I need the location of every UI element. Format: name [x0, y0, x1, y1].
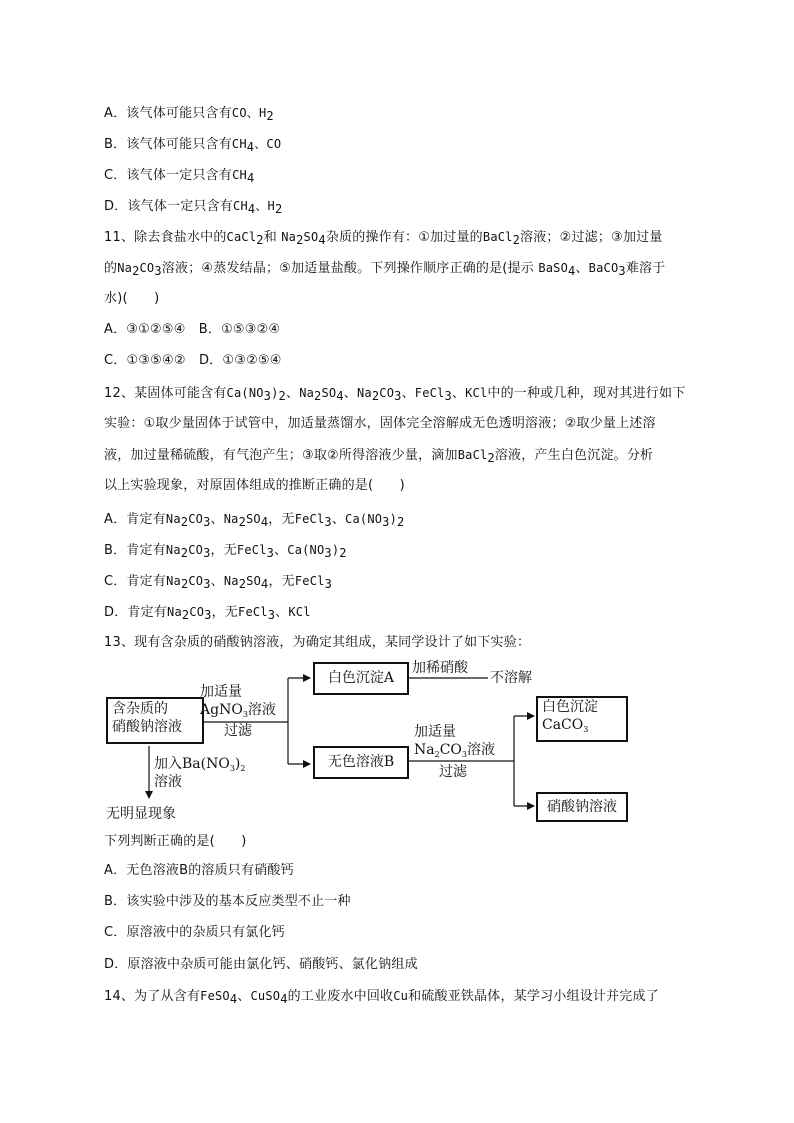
q13-question: 下列判断正确的是( ) — [104, 834, 247, 849]
label-step1-agno3: AgNO$_3$溶液 — [200, 702, 276, 719]
q10-option-a: A．该气体可能只含有CO、$H_2$ — [104, 106, 274, 123]
q12-option-b: B．肯定有$Na_2CO_3$，无FeCl$_3$、$Ca(NO_3)_2$ — [104, 543, 347, 560]
q12-option-c: C．肯定有$Na_2CO_3$、$Na_2SO_4$，无FeCl$_3$ — [104, 574, 333, 591]
label-step1-filter: 过滤 — [224, 723, 252, 739]
label-insoluble: 不溶解 — [490, 670, 532, 686]
q13-option-d: D．原溶液中杂质可能由氯化钙、硝酸钙、氯化钠组成 — [104, 957, 418, 972]
q12-line-2: 实验：①取少量固体于试管中，加适量蒸馏水，固体完全溶解成无色透明溶液；②取少量上述溶 — [104, 416, 656, 431]
q11-options-ab: A．③①②⑤④ B．①⑤③②④ — [104, 322, 281, 337]
box-sodium-nitrate-solution: 硝酸钠溶液 — [536, 792, 628, 822]
q11-line-2: 的$Na_2CO_3$溶液；④蒸发结晶；⑤加适量盐酸。下列操作顺序正确的是(提示 BaSO$_4$、BaCO$_3$难溶于 — [104, 261, 666, 278]
q12-line-3: 液，加过量稀硫酸，有气泡产生；③取②所得溶液少量，滴加BaCl$_2$溶液，产生白色沉淀。分析 — [104, 448, 654, 465]
q10-option-b: B．该气体可能只含有$CH_4$、CO — [104, 137, 282, 154]
box-white-precipitate-caco3: 白色沉淀 CaCO$_3$ — [536, 696, 628, 742]
q14-line-1: 14、为了从含有FeSO$_4$、CuSO$_4$的工业废水中回收Cu和硫酸亚铁晶体，某学习小组设计并完成了 — [104, 989, 659, 1006]
q12-option-d: D．肯定有$Na_2CO_3$，无FeCl$_3$、KCl — [104, 605, 311, 622]
box-impure-sodium-nitrate: 含杂质的 硝酸钠溶液 — [106, 697, 204, 744]
q12-line-4: 以上实验现象，对原固体组成的推断正确的是( ) — [104, 478, 405, 493]
label-barium-solution: 溶液 — [154, 774, 182, 790]
q13-option-c: C．原溶液中的杂质只有氯化钙 — [104, 925, 285, 940]
label-step2-reagent: 加适量 — [414, 724, 456, 740]
q11-line-3: 水)( ) — [104, 291, 160, 306]
q13-flow-diagram — [100, 660, 640, 830]
q12-line-1: 12、某固体可能含有$Ca(NO_3)_2$、$Na_2SO_4$、$Na_2CO_3$、FeCl$_3$、KCl中的一种或几种，现对其进行如下 — [104, 386, 686, 403]
q13-option-a: A．无色溶液B的溶质只有硝酸钙 — [104, 863, 294, 878]
q13-option-b: B．该实验中涉及的基本反应类型不止一种 — [104, 894, 351, 909]
q13-intro: 13、现有含杂质的硝酸钠溶液，为确定其组成，某同学设计了如下实验： — [104, 635, 531, 650]
box-white-precipitate-a: 白色沉淀A — [313, 662, 409, 695]
q11-line-1: 11、除去食盐水中的CaCl$_2$和 $Na_2SO_4$杂质的操作有：①加过量的BaCl$_2$溶液；②过滤；③加过量 — [104, 230, 663, 247]
label-add-barium-nitrate: 加入$Ba(NO_3)_2$ — [154, 756, 246, 773]
q10-option-c: C．该气体一定只含有$CH_4$ — [104, 168, 255, 185]
label-step2-filter: 过滤 — [439, 764, 467, 780]
box-colorless-solution-b: 无色溶液B — [313, 746, 409, 779]
q11-options-cd: C．①③⑤④② D．①③②⑤④ — [104, 353, 282, 368]
q12-option-a: A．肯定有$Na_2CO_3$、$Na_2SO_4$，无FeCl$_3$、$Ca(NO_3)_2$ — [104, 512, 405, 529]
label-no-obvious-change: 无明显现象 — [106, 806, 176, 822]
label-step1-reagent: 加适量 — [200, 684, 242, 700]
label-dilute-nitric-acid: 加稀硝酸 — [412, 660, 468, 676]
label-step2-na2co3: $Na_2CO_3$溶液 — [414, 742, 495, 759]
q10-option-d: D．该气体一定只含有$CH_4$、$H_2$ — [104, 199, 283, 216]
